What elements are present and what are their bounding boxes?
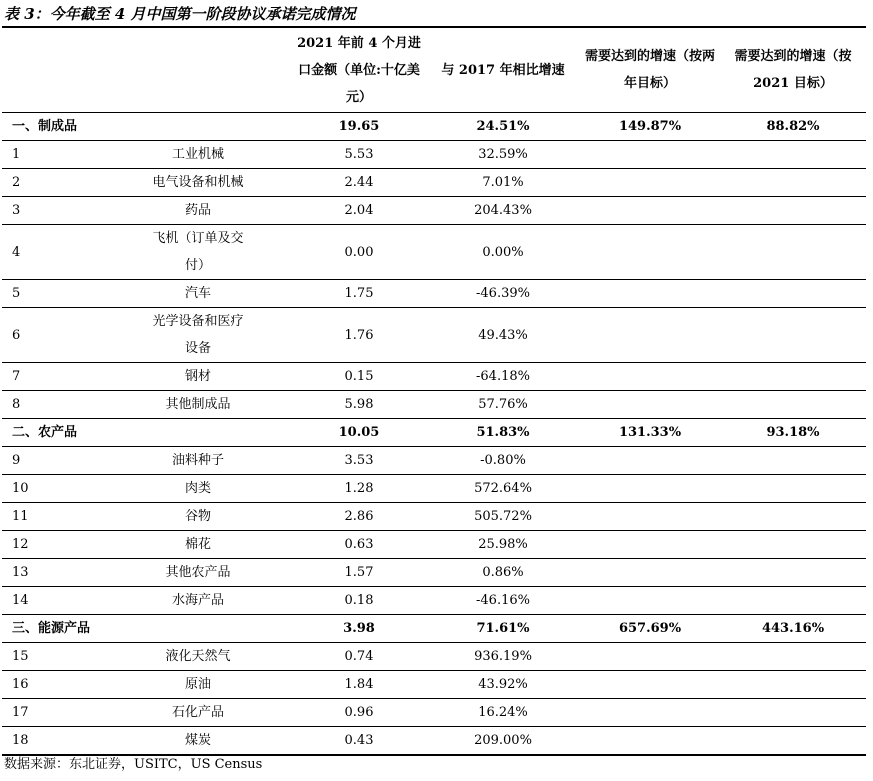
row-required-growth-2021 bbox=[720, 280, 866, 308]
row-index: 1 bbox=[2, 141, 104, 169]
row-growth-vs-2017: 0.86% bbox=[426, 559, 580, 587]
row-import-amount: 0.00 bbox=[292, 225, 426, 280]
row-required-growth-2021 bbox=[720, 559, 866, 587]
row-item-name: 水海产品 bbox=[104, 587, 292, 615]
table-row bbox=[2, 225, 866, 280]
table-body bbox=[2, 113, 866, 756]
row-required-growth-two-year: 149.87% bbox=[580, 113, 720, 141]
row-required-growth-2021: 93.18% bbox=[720, 419, 866, 447]
row-item-name: 电气设备和机械 bbox=[104, 169, 292, 197]
row-required-growth-two-year bbox=[580, 671, 720, 699]
row-growth-vs-2017: 51.83% bbox=[426, 419, 580, 447]
row-import-amount: 1.28 bbox=[292, 475, 426, 503]
row-index: 二、农产品 bbox=[2, 419, 104, 447]
row-growth-vs-2017: 49.43% bbox=[426, 308, 580, 363]
item-name-line: 付） bbox=[184, 258, 211, 273]
row-item-name: 药品 bbox=[104, 197, 292, 225]
row-required-growth-two-year bbox=[580, 587, 720, 615]
row-item-name: 原油 bbox=[104, 671, 292, 699]
row-growth-vs-2017: 936.19% bbox=[426, 643, 580, 671]
row-required-growth-2021 bbox=[720, 225, 866, 280]
category-row bbox=[2, 113, 866, 141]
row-import-amount: 3.98 bbox=[292, 615, 426, 643]
row-growth-vs-2017: 572.64% bbox=[426, 475, 580, 503]
row-item-name: 钢材 bbox=[104, 363, 292, 391]
row-item-name bbox=[104, 113, 292, 141]
row-import-amount: 2.86 bbox=[292, 503, 426, 531]
table-row bbox=[2, 587, 866, 615]
row-index: 6 bbox=[2, 308, 104, 363]
row-index: 7 bbox=[2, 363, 104, 391]
row-index: 18 bbox=[2, 727, 104, 756]
row-growth-vs-2017: 209.00% bbox=[426, 727, 580, 756]
table-row bbox=[2, 141, 866, 169]
row-growth-vs-2017: 24.51% bbox=[426, 113, 580, 141]
row-required-growth-two-year bbox=[580, 169, 720, 197]
row-required-growth-2021 bbox=[720, 503, 866, 531]
row-import-amount: 0.18 bbox=[292, 587, 426, 615]
row-required-growth-two-year bbox=[580, 141, 720, 169]
row-required-growth-two-year bbox=[580, 447, 720, 475]
row-index: 11 bbox=[2, 503, 104, 531]
row-item-name bbox=[104, 308, 292, 363]
table-row bbox=[2, 308, 866, 363]
row-required-growth-two-year bbox=[580, 531, 720, 559]
row-import-amount: 5.53 bbox=[292, 141, 426, 169]
item-name-line: 设备 bbox=[184, 341, 211, 356]
header-growth: 与 2017 年相比增速 bbox=[441, 62, 565, 78]
row-import-amount: 0.43 bbox=[292, 727, 426, 756]
row-index: 一、制成品 bbox=[2, 113, 104, 141]
row-required-growth-2021 bbox=[720, 531, 866, 559]
row-index: 12 bbox=[2, 531, 104, 559]
row-required-growth-two-year: 657.69% bbox=[580, 615, 720, 643]
row-growth-vs-2017: -46.16% bbox=[426, 587, 580, 615]
row-growth-vs-2017: 25.98% bbox=[426, 531, 580, 559]
row-required-growth-2021 bbox=[720, 475, 866, 503]
row-index: 14 bbox=[2, 587, 104, 615]
table-row bbox=[2, 447, 866, 475]
row-growth-vs-2017: 204.43% bbox=[426, 197, 580, 225]
row-import-amount: 0.15 bbox=[292, 363, 426, 391]
row-growth-vs-2017: -0.80% bbox=[426, 447, 580, 475]
row-item-name: 工业机械 bbox=[104, 141, 292, 169]
row-item-name bbox=[104, 419, 292, 447]
row-required-growth-2021 bbox=[720, 643, 866, 671]
table-row bbox=[2, 197, 866, 225]
row-index: 15 bbox=[2, 643, 104, 671]
row-item-name: 其他制成品 bbox=[104, 391, 292, 419]
row-required-growth-two-year bbox=[580, 225, 720, 280]
row-required-growth-2021 bbox=[720, 587, 866, 615]
row-required-growth-two-year bbox=[580, 475, 720, 503]
row-import-amount: 10.05 bbox=[292, 419, 426, 447]
table-row bbox=[2, 671, 866, 699]
row-required-growth-2021: 88.82% bbox=[720, 113, 866, 141]
row-import-amount: 5.98 bbox=[292, 391, 426, 419]
row-import-amount: 1.84 bbox=[292, 671, 426, 699]
row-index: 5 bbox=[2, 280, 104, 308]
table-row bbox=[2, 391, 866, 419]
table-row bbox=[2, 169, 866, 197]
row-growth-vs-2017: 43.92% bbox=[426, 671, 580, 699]
row-item-name: 谷物 bbox=[104, 503, 292, 531]
row-import-amount: 2.44 bbox=[292, 169, 426, 197]
row-required-growth-2021 bbox=[720, 447, 866, 475]
row-required-growth-2021 bbox=[720, 308, 866, 363]
row-required-growth-two-year bbox=[580, 308, 720, 363]
row-required-growth-two-year bbox=[580, 197, 720, 225]
table-row bbox=[2, 531, 866, 559]
row-required-growth-two-year: 131.33% bbox=[580, 419, 720, 447]
row-import-amount: 0.96 bbox=[292, 699, 426, 727]
row-item-name: 液化天然气 bbox=[104, 643, 292, 671]
row-index: 2 bbox=[2, 169, 104, 197]
category-row bbox=[2, 419, 866, 447]
row-index: 16 bbox=[2, 671, 104, 699]
table-row bbox=[2, 280, 866, 308]
row-item-name: 汽车 bbox=[104, 280, 292, 308]
row-import-amount: 19.65 bbox=[292, 113, 426, 141]
data-source-note: 数据来源：东北证券，USITC，US Census bbox=[4, 757, 263, 772]
row-import-amount: 0.74 bbox=[292, 643, 426, 671]
row-index: 8 bbox=[2, 391, 104, 419]
row-required-growth-two-year bbox=[580, 391, 720, 419]
table-row bbox=[2, 559, 866, 587]
row-index: 3 bbox=[2, 197, 104, 225]
row-required-growth-two-year bbox=[580, 280, 720, 308]
table-row bbox=[2, 363, 866, 391]
row-item-name: 棉花 bbox=[104, 531, 292, 559]
row-required-growth-2021: 443.16% bbox=[720, 615, 866, 643]
header-empty-name bbox=[104, 28, 292, 113]
row-required-growth-two-year bbox=[580, 503, 720, 531]
row-item-name: 石化产品 bbox=[104, 699, 292, 727]
row-index: 13 bbox=[2, 559, 104, 587]
table-title: 表 3：今年截至 4 月中国第一阶段协议承诺完成情况 bbox=[4, 5, 356, 23]
row-required-growth-two-year bbox=[580, 643, 720, 671]
row-required-growth-2021 bbox=[720, 391, 866, 419]
row-required-growth-two-year bbox=[580, 699, 720, 727]
row-growth-vs-2017: 505.72% bbox=[426, 503, 580, 531]
table-row bbox=[2, 503, 866, 531]
category-row bbox=[2, 615, 866, 643]
row-growth-vs-2017: 57.76% bbox=[426, 391, 580, 419]
row-import-amount: 0.63 bbox=[292, 531, 426, 559]
row-required-growth-2021 bbox=[720, 141, 866, 169]
row-import-amount: 1.75 bbox=[292, 280, 426, 308]
row-item-name bbox=[104, 615, 292, 643]
table-row bbox=[2, 727, 866, 756]
header-required-two-year: 需要达到的增速（按两年目标） bbox=[584, 49, 715, 91]
row-required-growth-2021 bbox=[720, 671, 866, 699]
row-required-growth-2021 bbox=[720, 727, 866, 756]
row-item-name: 肉类 bbox=[104, 475, 292, 503]
row-required-growth-two-year bbox=[580, 559, 720, 587]
row-item-name: 其他农产品 bbox=[104, 559, 292, 587]
row-item-name: 煤炭 bbox=[104, 727, 292, 756]
row-required-growth-two-year bbox=[580, 363, 720, 391]
row-import-amount: 1.57 bbox=[292, 559, 426, 587]
row-required-growth-2021 bbox=[720, 363, 866, 391]
row-growth-vs-2017: 32.59% bbox=[426, 141, 580, 169]
row-growth-vs-2017: 71.61% bbox=[426, 615, 580, 643]
header-empty-index bbox=[2, 28, 104, 113]
row-index: 10 bbox=[2, 475, 104, 503]
table-row bbox=[2, 475, 866, 503]
row-import-amount: 3.53 bbox=[292, 447, 426, 475]
row-growth-vs-2017: 7.01% bbox=[426, 169, 580, 197]
row-item-name: 油料种子 bbox=[104, 447, 292, 475]
table-row bbox=[2, 643, 866, 671]
row-growth-vs-2017: 0.00% bbox=[426, 225, 580, 280]
row-required-growth-two-year bbox=[580, 727, 720, 756]
row-growth-vs-2017: -64.18% bbox=[426, 363, 580, 391]
row-index: 9 bbox=[2, 447, 104, 475]
commitment-table bbox=[2, 28, 866, 756]
row-growth-vs-2017: 16.24% bbox=[426, 699, 580, 727]
row-index: 三、能源产品 bbox=[2, 615, 104, 643]
item-name-line: 飞机（订单及交 bbox=[152, 231, 244, 246]
header-required-2021: 需要达到的增速（按 2021 目标） bbox=[734, 49, 852, 91]
item-name-line: 光学设备和医疗 bbox=[152, 314, 244, 329]
row-required-growth-2021 bbox=[720, 699, 866, 727]
row-growth-vs-2017: -46.39% bbox=[426, 280, 580, 308]
row-item-name bbox=[104, 225, 292, 280]
row-import-amount: 1.76 bbox=[292, 308, 426, 363]
header-amount: 2021 年前 4 个月进口金额（单位:十亿美元） bbox=[297, 35, 421, 105]
row-required-growth-2021 bbox=[720, 169, 866, 197]
table-row bbox=[2, 699, 866, 727]
row-index: 17 bbox=[2, 699, 104, 727]
row-required-growth-2021 bbox=[720, 197, 866, 225]
table-header-row bbox=[2, 28, 866, 113]
row-index: 4 bbox=[2, 225, 104, 280]
row-import-amount: 2.04 bbox=[292, 197, 426, 225]
